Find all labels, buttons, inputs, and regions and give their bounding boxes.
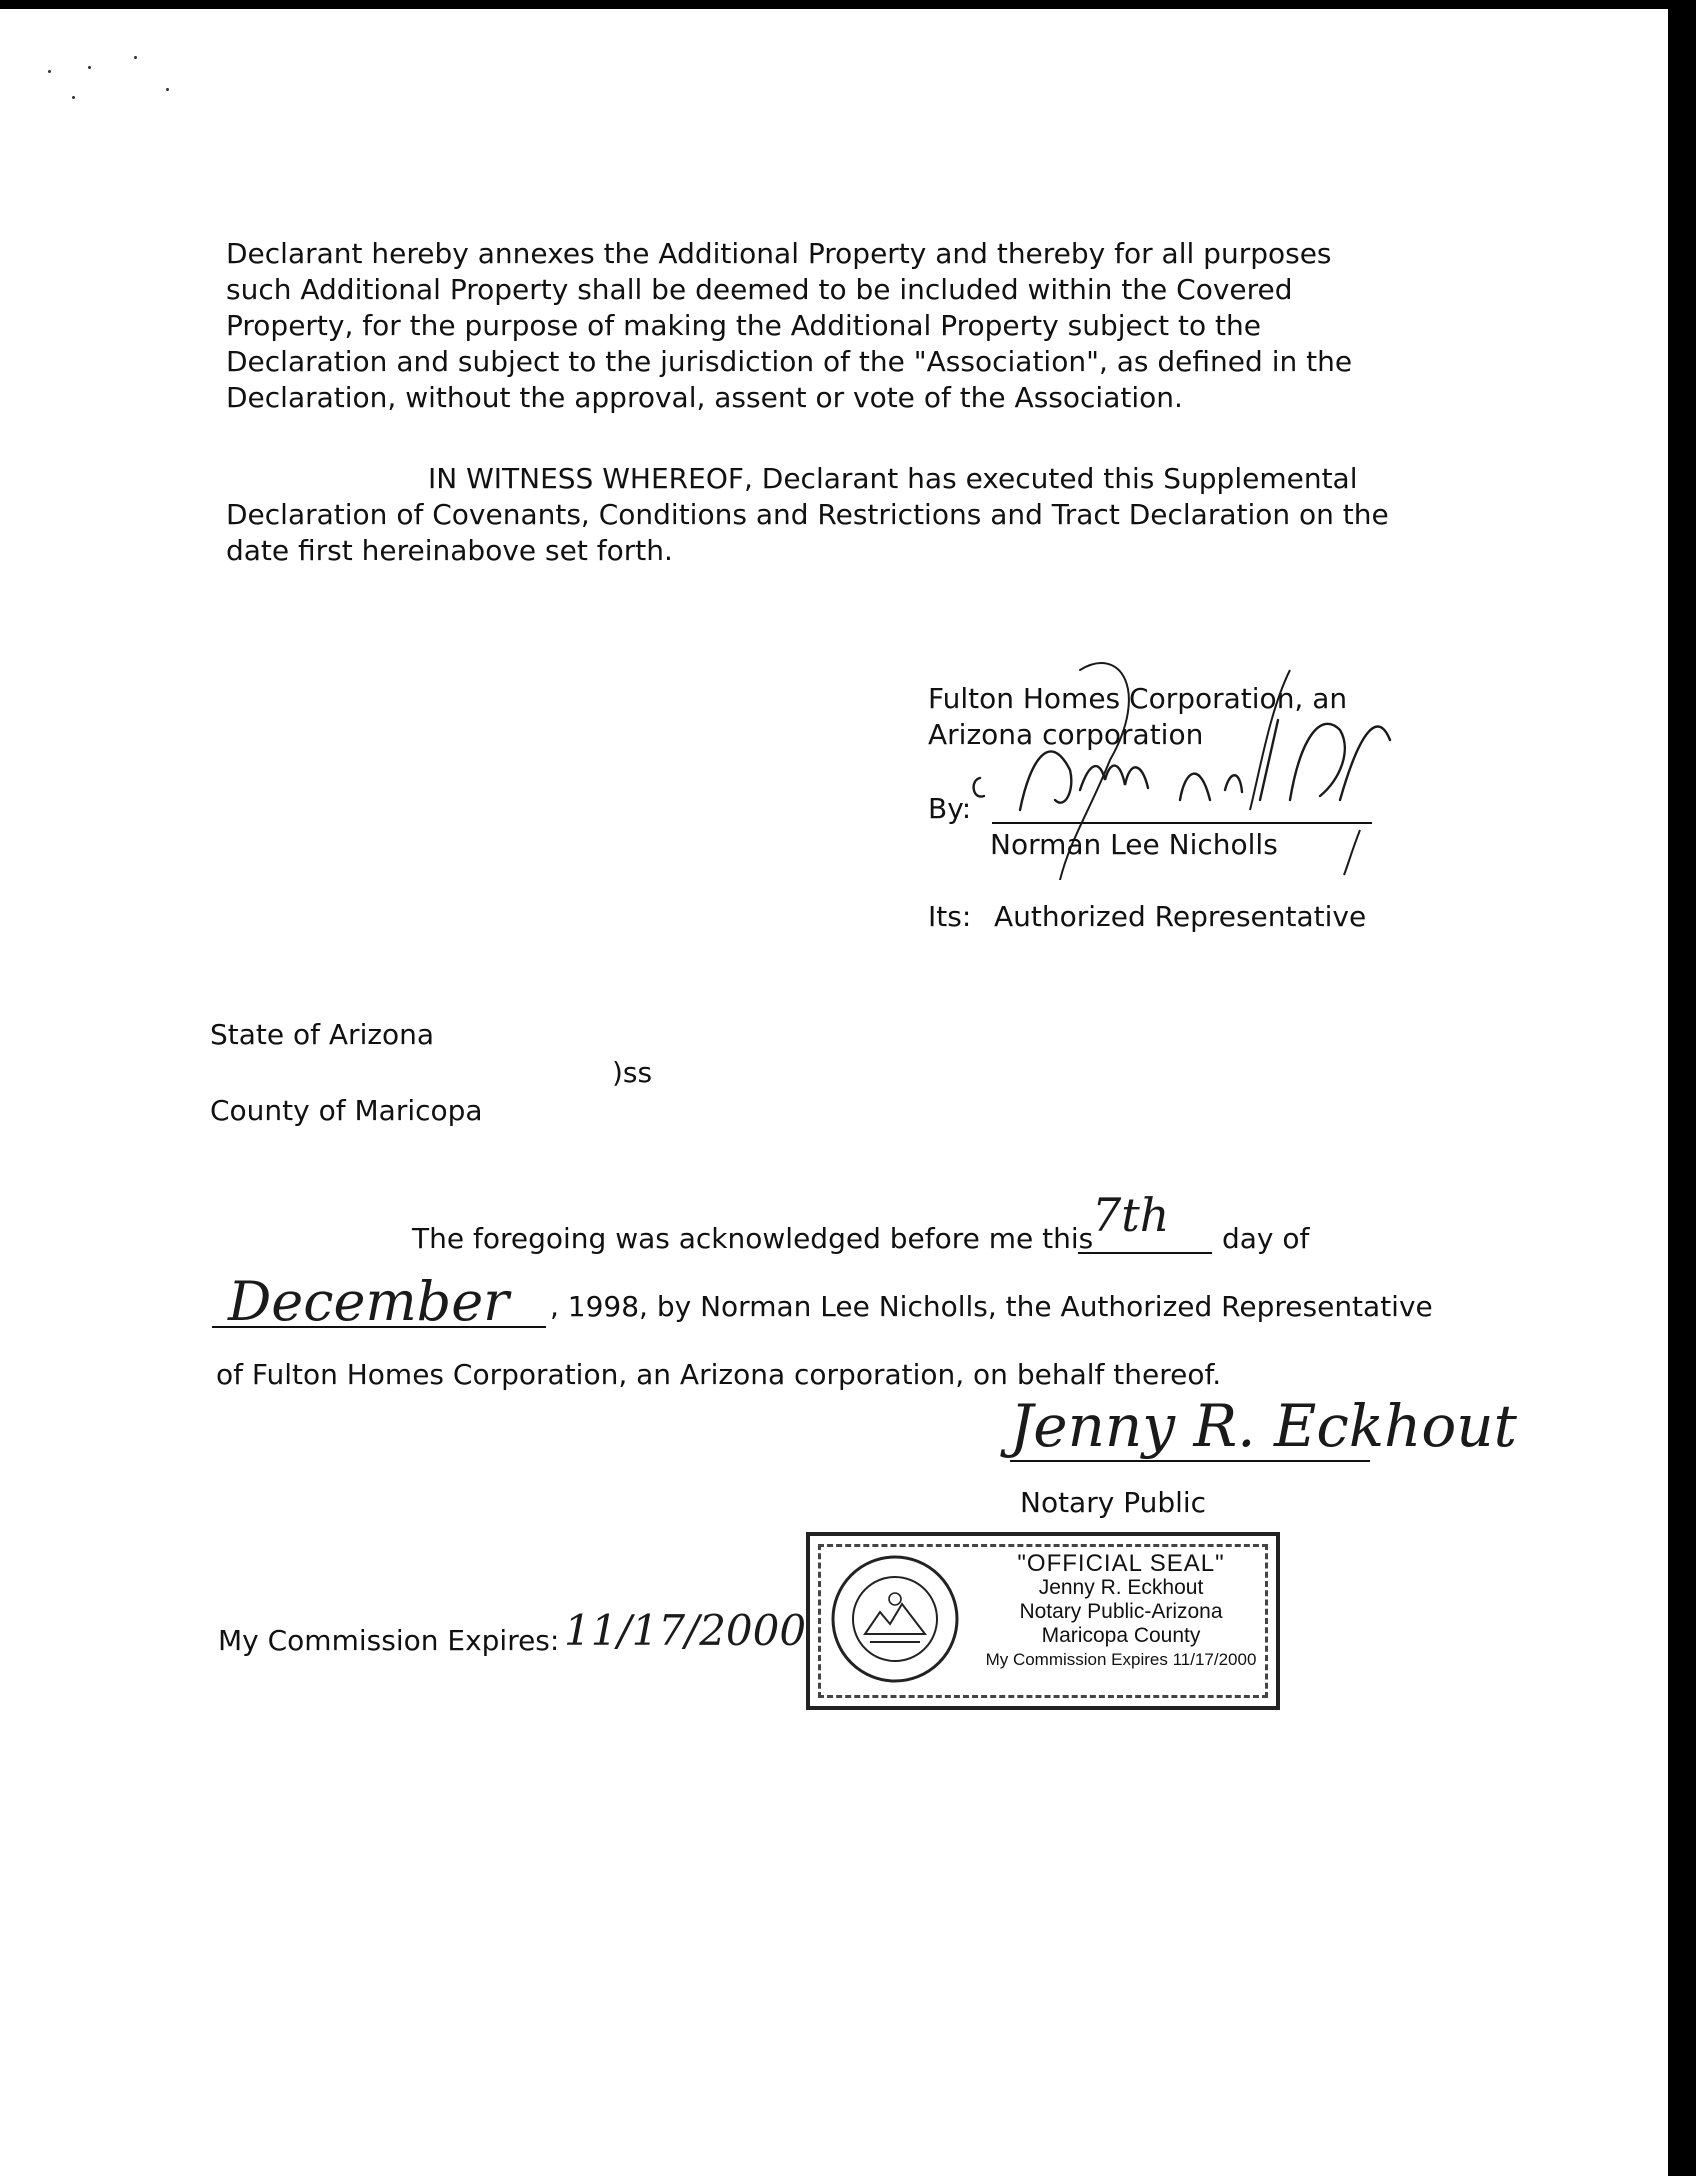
day-blank bbox=[1078, 1252, 1212, 1254]
commission-handwritten: 11/17/2000 bbox=[564, 1606, 807, 1655]
month-handwritten: December bbox=[228, 1270, 509, 1333]
seal-title: "OFFICIAL SEAL" bbox=[1017, 1550, 1225, 1577]
scan-border-right bbox=[1668, 0, 1696, 2176]
seal-commission-line: Notary Public-Arizona bbox=[1019, 1600, 1223, 1623]
scan-border-top bbox=[0, 0, 1696, 9]
official-notary-seal bbox=[806, 1532, 1280, 1710]
seal-county: Maricopa County bbox=[1041, 1624, 1201, 1647]
day-handwritten: 7th bbox=[1092, 1188, 1170, 1242]
signer-name: Norman Lee Nicholls bbox=[990, 828, 1278, 861]
venue-county: County of Maricopa bbox=[210, 1094, 483, 1127]
arizona-state-seal-icon bbox=[830, 1554, 960, 1684]
ack-line-3: of Fulton Homes Corporation, an Arizona corporation, on behalf thereof. bbox=[216, 1358, 1222, 1391]
scan-speck bbox=[88, 66, 91, 69]
its-label: Its: bbox=[928, 900, 972, 933]
witness-line-3: date first hereinabove set forth. bbox=[226, 534, 673, 567]
ack-line-2: , 1998, by Norman Lee Nicholls, the Authorized Representative bbox=[550, 1290, 1433, 1323]
witness-line-2: Declaration of Covenants, Conditions and Restrictions and Tract Declaration on the bbox=[226, 498, 1389, 531]
by-label: By: bbox=[928, 792, 972, 825]
notary-label: Notary Public bbox=[1020, 1486, 1207, 1519]
seal-expiration: My Commission Expires 11/17/2000 bbox=[985, 1650, 1257, 1669]
notary-signature-line bbox=[1010, 1460, 1370, 1462]
notary-signature: Jenny R. Eckhout bbox=[1010, 1392, 1517, 1460]
annexation-paragraph: Declarant hereby annexes the Additional Property and thereby for all purposes such Additional Property shall be deemed to be included within the Covered Property, for the purpose of making the Additional Property subject to the Declaration and subject to the jurisdiction of the "Association", as defined in the Declaration, without the approval, assent or vote of the Association. bbox=[226, 237, 1353, 414]
company-line-2: Arizona corporation bbox=[928, 718, 1204, 751]
scan-speck bbox=[134, 56, 137, 59]
scan-speck bbox=[166, 88, 169, 91]
venue-ss: )ss bbox=[612, 1056, 653, 1089]
scan-speck bbox=[72, 96, 75, 99]
ack-line-1-before: The foregoing was acknowledged before me this bbox=[412, 1222, 1094, 1255]
seal-notary-name: Jenny R. Eckhout bbox=[1038, 1576, 1204, 1599]
scan-speck bbox=[48, 70, 51, 73]
venue-state: State of Arizona bbox=[210, 1018, 435, 1051]
witness-line-1: IN WITNESS WHEREOF, Declarant has executed this Supplemental bbox=[428, 462, 1358, 495]
seal-text-block bbox=[976, 1552, 1266, 1672]
commission-label: My Commission Expires: bbox=[218, 1624, 560, 1657]
signer-title: Authorized Representative bbox=[994, 900, 1367, 933]
company-line-1: Fulton Homes Corporation, an bbox=[928, 682, 1348, 715]
ack-line-1-after: day of bbox=[1222, 1222, 1310, 1255]
